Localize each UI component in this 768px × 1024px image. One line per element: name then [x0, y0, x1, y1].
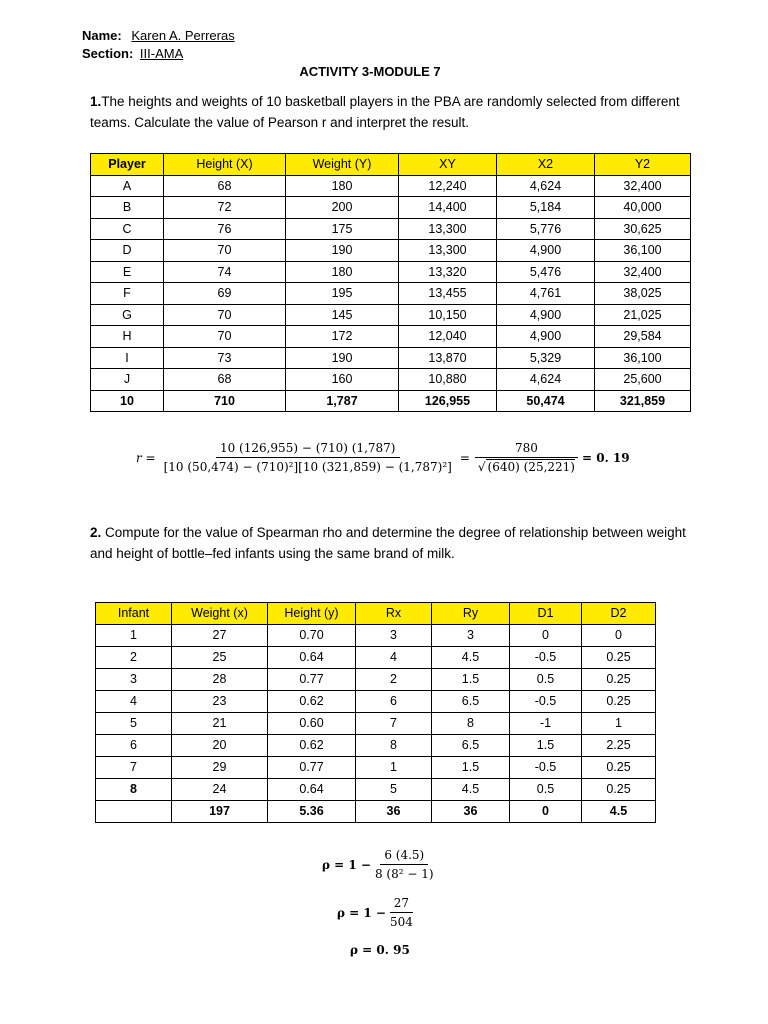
table-cell: 4,900 — [497, 304, 595, 326]
table-cell: 69 — [164, 283, 286, 305]
pearson-table-header — [91, 154, 691, 176]
table-cell: 0.77 — [268, 757, 356, 779]
table-cell: 13,300 — [399, 240, 497, 262]
total-cell: 5.36 — [268, 801, 356, 823]
table-cell: 1 — [582, 713, 656, 735]
table-cell: 6 — [356, 691, 432, 713]
table-cell: -0.5 — [510, 757, 582, 779]
pearson-table — [90, 153, 691, 412]
column-header: XY — [399, 154, 497, 176]
table-cell: 73 — [164, 347, 286, 369]
table-cell: 70 — [164, 240, 286, 262]
table-cell: 12,040 — [399, 326, 497, 348]
spearman-formula-1 — [322, 848, 438, 881]
sqrt-radicand: (640) (25,221) — [487, 460, 575, 474]
formula-denominator: 504 — [389, 915, 413, 929]
table-cell: 1 — [96, 625, 172, 647]
table-row — [91, 240, 691, 262]
totals-row — [91, 390, 691, 412]
table-row — [91, 326, 691, 348]
table-cell: 0.64 — [268, 779, 356, 801]
formula-equals: = — [459, 450, 470, 465]
table-cell: 70 — [164, 304, 286, 326]
table-row — [91, 369, 691, 391]
table-cell: J — [91, 369, 164, 391]
table-cell: 27 — [172, 625, 268, 647]
total-cell: 10 — [91, 390, 164, 412]
table-cell: B — [91, 197, 164, 219]
table-cell: 1.5 — [432, 669, 510, 691]
table-cell: 12,240 — [399, 175, 497, 197]
table-cell: 20 — [172, 735, 268, 757]
table-cell: 68 — [164, 175, 286, 197]
formula-lhs: ρ = 1 − — [337, 905, 386, 920]
question-1-body: The heights and weights of 10 basketball players in the PBA are randomly selected from different teams. Calculate the value of Pearson r and interpret the result. — [90, 94, 680, 130]
spearman-table-header — [96, 603, 656, 625]
table-cell: 3 — [356, 625, 432, 647]
formula-fraction-1 — [160, 441, 456, 474]
table-cell: 21 — [172, 713, 268, 735]
table-cell: 7 — [96, 757, 172, 779]
column-header: Rx — [356, 603, 432, 625]
table-cell: 195 — [286, 283, 399, 305]
table-row — [96, 625, 656, 647]
column-header: X2 — [497, 154, 595, 176]
table-row — [91, 261, 691, 283]
table-cell: 23 — [172, 691, 268, 713]
column-header: Height (y) — [268, 603, 356, 625]
table-cell: 38,025 — [595, 283, 691, 305]
table-cell: 0 — [582, 625, 656, 647]
section-value: III-AMA — [139, 46, 184, 61]
table-cell: 8 — [432, 713, 510, 735]
total-cell — [96, 801, 172, 823]
table-cell: 1.5 — [432, 757, 510, 779]
table-row — [91, 175, 691, 197]
table-cell: 28 — [172, 669, 268, 691]
table-cell: 160 — [286, 369, 399, 391]
formula-fraction — [386, 896, 417, 929]
question-2-number: 2. — [90, 525, 102, 540]
table-cell: 0.25 — [582, 647, 656, 669]
name-value: Karen A. Perreras — [131, 28, 235, 43]
table-cell: 74 — [164, 261, 286, 283]
total-cell: 36 — [356, 801, 432, 823]
table-cell: 175 — [286, 218, 399, 240]
table-cell: -1 — [510, 713, 582, 735]
table-row — [96, 757, 656, 779]
column-header: D1 — [510, 603, 582, 625]
formula-numerator-1: 10 (126,955) − (710) (1,787) — [216, 441, 400, 458]
formula-denominator-2 — [474, 458, 579, 474]
table-cell: 10,880 — [399, 369, 497, 391]
table-cell: 0.77 — [268, 669, 356, 691]
table-cell: 5 — [356, 779, 432, 801]
table-cell: 4.5 — [432, 779, 510, 801]
formula-fraction — [371, 848, 438, 881]
table-cell: 24 — [172, 779, 268, 801]
table-row — [96, 691, 656, 713]
table-cell: 200 — [286, 197, 399, 219]
table-cell: -0.5 — [510, 691, 582, 713]
table-cell: 6.5 — [432, 691, 510, 713]
spearman-table — [95, 602, 656, 823]
total-cell: 50,474 — [497, 390, 595, 412]
total-cell: 126,955 — [399, 390, 497, 412]
table-cell: 3 — [96, 669, 172, 691]
total-cell: 710 — [164, 390, 286, 412]
table-cell: 10,150 — [399, 304, 497, 326]
table-cell: 5,776 — [497, 218, 595, 240]
table-cell: 4,900 — [497, 326, 595, 348]
total-cell: 4.5 — [582, 801, 656, 823]
table-cell: 4,624 — [497, 175, 595, 197]
table-cell: 4,624 — [497, 369, 595, 391]
total-cell: 36 — [432, 801, 510, 823]
table-row — [96, 669, 656, 691]
table-cell: 5 — [96, 713, 172, 735]
table-cell: 36,100 — [595, 347, 691, 369]
table-cell: 13,455 — [399, 283, 497, 305]
table-cell: 32,400 — [595, 175, 691, 197]
table-cell: -0.5 — [510, 647, 582, 669]
table-cell: 0.60 — [268, 713, 356, 735]
column-header: Player — [91, 154, 164, 176]
table-cell: 32,400 — [595, 261, 691, 283]
table-row — [96, 779, 656, 801]
table-cell: 0 — [510, 625, 582, 647]
table-cell: 0.70 — [268, 625, 356, 647]
table-cell: 29 — [172, 757, 268, 779]
table-row — [91, 283, 691, 305]
table-cell: 29,584 — [595, 326, 691, 348]
table-cell: E — [91, 261, 164, 283]
table-cell: 4 — [96, 691, 172, 713]
table-cell: 6.5 — [432, 735, 510, 757]
table-row — [96, 647, 656, 669]
total-cell: 0 — [510, 801, 582, 823]
table-cell: 180 — [286, 175, 399, 197]
total-cell: 197 — [172, 801, 268, 823]
spearman-formula-2 — [337, 896, 417, 929]
question-1-text — [90, 91, 690, 133]
total-cell: 1,787 — [286, 390, 399, 412]
table-cell: 2 — [356, 669, 432, 691]
name-line — [82, 28, 235, 43]
spearman-result: ρ = 0. 95 — [350, 943, 410, 957]
table-cell: 0.25 — [582, 779, 656, 801]
section-label: Section: — [82, 46, 134, 61]
table-cell: 0.25 — [582, 691, 656, 713]
column-header: Infant — [96, 603, 172, 625]
formula-fraction-2 — [474, 441, 579, 474]
sqrt-sign: √ — [477, 460, 486, 474]
table-cell: A — [91, 175, 164, 197]
question-2-text — [90, 522, 690, 564]
formula-lhs: r = — [136, 450, 156, 465]
table-row — [91, 304, 691, 326]
column-header: D2 — [582, 603, 656, 625]
table-cell: 72 — [164, 197, 286, 219]
table-cell: 172 — [286, 326, 399, 348]
table-cell: D — [91, 240, 164, 262]
table-cell: 8 — [356, 735, 432, 757]
table-cell: 0.62 — [268, 691, 356, 713]
table-cell: F — [91, 283, 164, 305]
table-cell: H — [91, 326, 164, 348]
table-cell: 190 — [286, 240, 399, 262]
table-cell: 190 — [286, 347, 399, 369]
table-row — [91, 197, 691, 219]
table-cell: 2 — [96, 647, 172, 669]
table-cell: 25,600 — [595, 369, 691, 391]
table-cell: 0.5 — [510, 669, 582, 691]
pearson-result: = 0. 19 — [581, 450, 630, 465]
table-cell: 4,900 — [497, 240, 595, 262]
table-row — [91, 347, 691, 369]
table-cell: 40,000 — [595, 197, 691, 219]
table-cell: 4.5 — [432, 647, 510, 669]
table-cell: 14,400 — [399, 197, 497, 219]
table-cell: 4,761 — [497, 283, 595, 305]
table-cell: 0.25 — [582, 669, 656, 691]
formula-numerator: 6 (4.5) — [380, 848, 428, 865]
column-header: Weight (Y) — [286, 154, 399, 176]
table-cell: 25 — [172, 647, 268, 669]
table-cell: 13,320 — [399, 261, 497, 283]
section-line — [82, 46, 183, 61]
table-cell: C — [91, 218, 164, 240]
question-1-number: 1. — [90, 94, 102, 109]
name-label: Name: — [82, 28, 122, 43]
table-cell: 1 — [356, 757, 432, 779]
table-cell: 145 — [286, 304, 399, 326]
table-cell: 68 — [164, 369, 286, 391]
table-cell: 0.5 — [510, 779, 582, 801]
table-cell: 0.25 — [582, 757, 656, 779]
formula-denominator-1: [10 (50,474) − (710)²][10 (321,859) − (1,787)²] — [163, 460, 452, 474]
table-cell: 8 — [96, 779, 172, 801]
table-cell: 7 — [356, 713, 432, 735]
table-cell: 30,625 — [595, 218, 691, 240]
totals-row — [96, 801, 656, 823]
table-cell: 0.62 — [268, 735, 356, 757]
table-cell: I — [91, 347, 164, 369]
total-cell: 321,859 — [595, 390, 691, 412]
table-cell: 2.25 — [582, 735, 656, 757]
table-cell: 70 — [164, 326, 286, 348]
table-cell: 180 — [286, 261, 399, 283]
table-cell: 21,025 — [595, 304, 691, 326]
table-cell: 4 — [356, 647, 432, 669]
column-header: Ry — [432, 603, 510, 625]
formula-lhs: ρ = 1 − — [322, 857, 371, 872]
formula-numerator: 27 — [390, 896, 413, 913]
table-cell: 5,184 — [497, 197, 595, 219]
column-header: Y2 — [595, 154, 691, 176]
table-cell: 5,476 — [497, 261, 595, 283]
table-row — [96, 735, 656, 757]
table-cell: 3 — [432, 625, 510, 647]
table-cell: 0.64 — [268, 647, 356, 669]
pearson-formula — [136, 441, 630, 474]
table-cell: 76 — [164, 218, 286, 240]
table-cell: 1.5 — [510, 735, 582, 757]
page-title: ACTIVITY 3-MODULE 7 — [299, 64, 441, 79]
table-row — [91, 218, 691, 240]
table-cell: 36,100 — [595, 240, 691, 262]
question-2-body: Compute for the value of Spearman rho and determine the degree of relationship between weight and height of bottle–fed infants using the same brand of milk. — [90, 525, 686, 561]
table-row — [96, 713, 656, 735]
table-cell: 13,300 — [399, 218, 497, 240]
table-cell: 13,870 — [399, 347, 497, 369]
column-header: Height (X) — [164, 154, 286, 176]
formula-numerator-2: 780 — [475, 441, 578, 458]
table-cell: 5,329 — [497, 347, 595, 369]
column-header: Weight (x) — [172, 603, 268, 625]
table-cell: 6 — [96, 735, 172, 757]
table-cell: G — [91, 304, 164, 326]
formula-denominator: 8 (8² − 1) — [374, 867, 434, 881]
